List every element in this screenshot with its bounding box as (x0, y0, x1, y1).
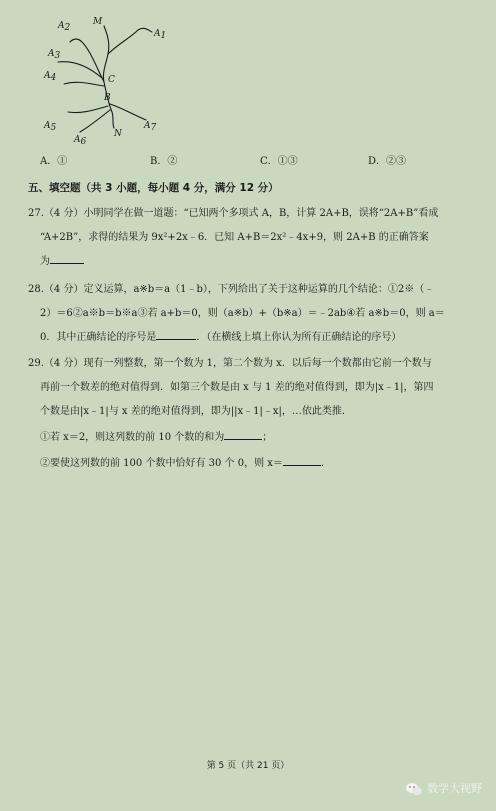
answer-choices (40, 152, 460, 168)
q28-line3 (40, 328, 401, 343)
label-a5: A5 (44, 121, 57, 133)
branch-a7-path (110, 104, 146, 120)
q29-line2: 再前一个数差的绝对值得到．如第三个数是由 x 与 1 差的绝对值得到，即为|x﹣1|，第四 (40, 382, 434, 393)
page-footer: 第 5 页（共 21 页） (206, 761, 290, 771)
label-a1: A1 (154, 29, 167, 41)
q29-part1-text: ①若 x＝2，则这列数的前 10 个数的和为 (40, 432, 225, 443)
q29-line5 (40, 454, 324, 469)
q28-line3-text: 0．其中正确结论的序号是 (40, 332, 157, 343)
q29-part1-blank[interactable] (224, 429, 262, 440)
q27-line3 (40, 252, 84, 267)
q28-line2: 2）＝6②a※b＝b※a③若 a+b＝0，则（a※b）+（b※a）＝﹣2ab④若 a※b＝0，则 a＝ (40, 308, 445, 319)
branch-a1-path (108, 28, 152, 54)
label-a6: A6 (74, 135, 87, 147)
q28-answer-blank[interactable] (156, 329, 196, 340)
q29-part2-end: . (320, 458, 325, 469)
q27-line1: 27.（4 分）小明同学在做一道题：“已知两个多项式 A，B，计算 2A+B，误将“2A+B”看成 (28, 208, 439, 219)
label-c: C (108, 75, 115, 85)
q29-line3: 个数是由|x﹣1|与 x 差的绝对值得到，即为||x﹣1|﹣x|，…依此类推． (40, 406, 352, 417)
q29-part2-blank[interactable] (283, 455, 321, 466)
choice-d: D．②③ (368, 156, 407, 167)
label-n: N (114, 129, 122, 139)
watermark-text: 数学大视野 (427, 782, 482, 795)
q27-line3-text: 为 (40, 256, 50, 267)
label-m: M (93, 17, 103, 27)
q27-answer-blank[interactable] (50, 253, 84, 264)
q29-part2-text: ②要使这列数的前 100 个数中恰好有 30 个 0，则 x＝ (40, 458, 283, 469)
label-a7: A7 (144, 121, 157, 133)
label-a4: A4 (44, 71, 57, 83)
branch-a4-path (64, 82, 104, 86)
choice-b: B．② (150, 156, 178, 167)
q28-line3-note: ．（在横线上填上你认为所有正确结论的序号） (196, 332, 402, 343)
branch-a6-path (80, 110, 110, 132)
wechat-icon (405, 782, 423, 796)
q28-line1: 28.（4 分）定义运算，a※b＝a（1﹣b），下列给出了关于这种运算的几个结论：①2※（﹣ (28, 284, 435, 295)
branch-a5-path (68, 106, 108, 113)
watermark (405, 780, 482, 796)
label-a2: A2 (58, 21, 71, 33)
river-diagram (38, 8, 178, 148)
river-diagram-svg (38, 8, 178, 148)
q27-line2: “A+2B”，求得的结果为 9x²+2x﹣6．已知 A+B＝2x²﹣4x+9，则 2A+B 的正确答案 (40, 232, 429, 243)
choice-a: A．① (40, 156, 68, 167)
q29-line1: 29.（4 分）现有一列整数，第一个数为 1，第二个数为 x．以后每一个数都由它前一个数与 (28, 358, 432, 369)
q29-line4 (40, 428, 272, 443)
figure-labels (43, 17, 166, 147)
q29-part1-end: ； (262, 432, 273, 443)
section-title: 五、填空题（共 3 小题，每小题 4 分，满分 12 分） (28, 182, 279, 194)
label-b: B (104, 93, 111, 103)
choice-c: C．①③ (260, 156, 298, 167)
label-a3: A3 (48, 49, 61, 61)
